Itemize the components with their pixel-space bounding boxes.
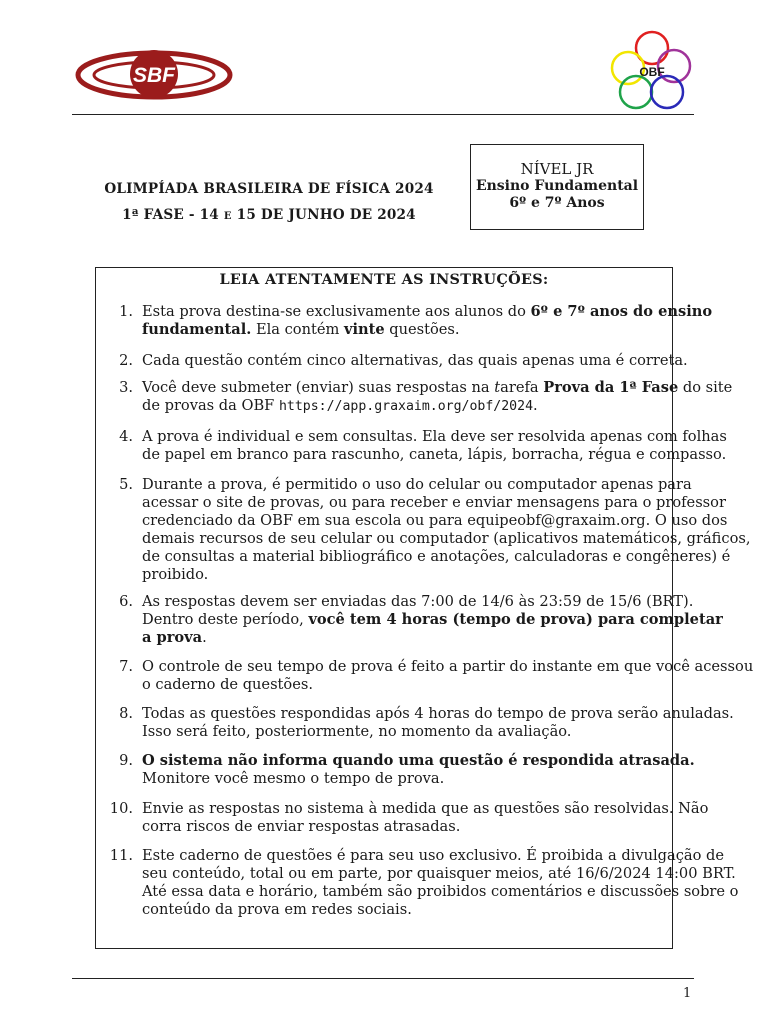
instructions-heading: LEIA ATENTAMENTE AS INSTRUÇÕES:: [219, 271, 549, 288]
instruction-text: [142, 752, 695, 788]
instruction-line: de provas da OBF https://app.graxaim.org/obf/2024.: [142, 397, 538, 414]
instruction-line: de papel em branco para rascunho, caneta, lápis, borracha, régua e compasso.: [142, 446, 727, 463]
instruction-text: [142, 593, 723, 647]
bold-text: vinte: [343, 321, 385, 338]
instruction-line: Dentro deste período, você tem 4 horas (tempo de prova) para completar: [142, 611, 723, 628]
page-number: 1: [683, 986, 692, 1001]
bold-text: a prova: [142, 629, 203, 646]
instruction-text: [142, 800, 709, 836]
instruction-line: Cada questão contém cinco alternativas, das quais apenas uma é correta.: [142, 352, 688, 369]
instruction-number: 3.: [119, 379, 133, 396]
instruction-line: acessar o site de provas, ou para receber e enviar mensagens para o professor: [142, 494, 726, 511]
instruction-number: 6.: [119, 593, 133, 610]
instruction-line: seu conteúdo, total ou em parte, por quaisquer meios, até 16/6/2024 14:00 BRT.: [142, 865, 736, 882]
instruction-number: 7.: [119, 658, 133, 675]
exam-title-line2: 1ª FASE - 14 e 15 DE JUNHO DE 2024: [122, 207, 416, 223]
instruction-number: 4.: [119, 428, 133, 445]
obf-logo-text: OBF: [639, 65, 665, 79]
footer-rule: [72, 978, 694, 979]
instruction-line: [142, 752, 695, 770]
instruction-number: 10.: [109, 800, 133, 817]
instruction-line: Todas as questões respondidas após 4 horas do tempo de prova serão anuladas.: [142, 705, 734, 722]
sbf-logo-text: SBF: [133, 64, 175, 87]
instruction-line: Esta prova destina-se exclusivamente aos alunos do 6º e 7º anos do ensino: [142, 303, 713, 320]
header-rule: [72, 114, 694, 115]
instructions-box: [95, 267, 754, 949]
instruction-line: Durante a prova, é permitido o uso do celular ou computador apenas para: [142, 476, 692, 493]
instruction-text: [142, 428, 727, 464]
exam-title: [88, 176, 450, 228]
italic-text: t: [494, 379, 501, 396]
bold-text: Prova da 1ª Fase: [543, 379, 679, 396]
level-box: [470, 144, 644, 230]
instruction-number: 5.: [119, 476, 133, 493]
instruction-line: Você deve submeter (enviar) suas respostas na tarefa Prova da 1ª Fase do site: [142, 379, 733, 396]
sbf-logo: [74, 46, 234, 104]
instruction-line: fundamental. Ela contém vinte questões.: [142, 321, 460, 338]
instruction-text: [142, 476, 751, 584]
level-years: 6º e 7º Anos: [509, 195, 605, 211]
bold-text: O sistema não informa quando uma questão é respondida atrasada.: [142, 752, 695, 769]
instruction-line: O controle de seu tempo de prova é feito a partir do instante em que você acessou: [142, 658, 754, 675]
instruction-line: credenciado da OBF em sua escola ou para equipeobf@graxaim.org. O uso dos: [142, 512, 728, 529]
instruction-line: Envie as respostas no sistema à medida que as questões são resolvidas. Não: [142, 800, 709, 817]
instruction-number: 1.: [119, 303, 133, 320]
exam-title-line1: OLIMPÍADA BRASILEIRA DE FÍSICA 2024: [104, 181, 434, 197]
instruction-text: [142, 847, 739, 919]
instruction-text: [142, 658, 754, 694]
instruction-number: 2.: [119, 352, 133, 369]
instruction-line: conteúdo da prova em redes sociais.: [142, 901, 412, 918]
bold-text: fundamental.: [142, 321, 252, 338]
instruction-text: [142, 303, 713, 339]
obf-logo: [606, 30, 696, 112]
instruction-line: de consultas a material bibliográfico e anotações, calculadoras e congêneres) é: [142, 548, 731, 565]
instruction-text: [142, 352, 688, 370]
instruction-line: Este caderno de questões é para seu uso exclusivo. É proibida a divulgação de: [142, 847, 724, 864]
level-school: Ensino Fundamental: [475, 178, 639, 194]
instruction-line: proibido.: [142, 566, 209, 583]
instruction-line: o caderno de questões.: [142, 676, 313, 693]
site-url: https://app.graxaim.org/obf/2024: [278, 399, 534, 414]
instruction-number: 9.: [119, 752, 133, 769]
instruction-line: Isso será feito, posteriormente, no momento da avaliação.: [142, 723, 572, 740]
bold-text: você tem 4 horas (tempo de prova) para completar: [308, 611, 723, 628]
instruction-line: a prova.: [142, 629, 207, 646]
instruction-line: demais recursos de seu celular ou computador (aplicativos matemáticos, gráficos,: [142, 530, 751, 547]
instruction-line: Monitore você mesmo o tempo de prova.: [142, 770, 445, 787]
level-label: NÍVEL JR: [520, 160, 594, 178]
instruction-line: A prova é individual e sem consultas. Ela deve ser resolvida apenas com folhas: [142, 428, 727, 445]
instruction-line: Até essa data e horário, também são proibidos comentários e discussões sobre o: [142, 883, 739, 900]
instruction-number: 11.: [109, 847, 133, 864]
instruction-text: [142, 705, 734, 741]
bold-text: 6º e 7º anos do ensino: [530, 303, 713, 320]
instruction-line: corra riscos de enviar respostas atrasadas.: [142, 818, 461, 835]
instruction-number: 8.: [119, 705, 133, 722]
instruction-text: [142, 379, 733, 416]
instruction-line: As respostas devem ser enviadas das 7:00 de 14/6 às 23:59 de 15/6 (BRT).: [142, 593, 694, 610]
